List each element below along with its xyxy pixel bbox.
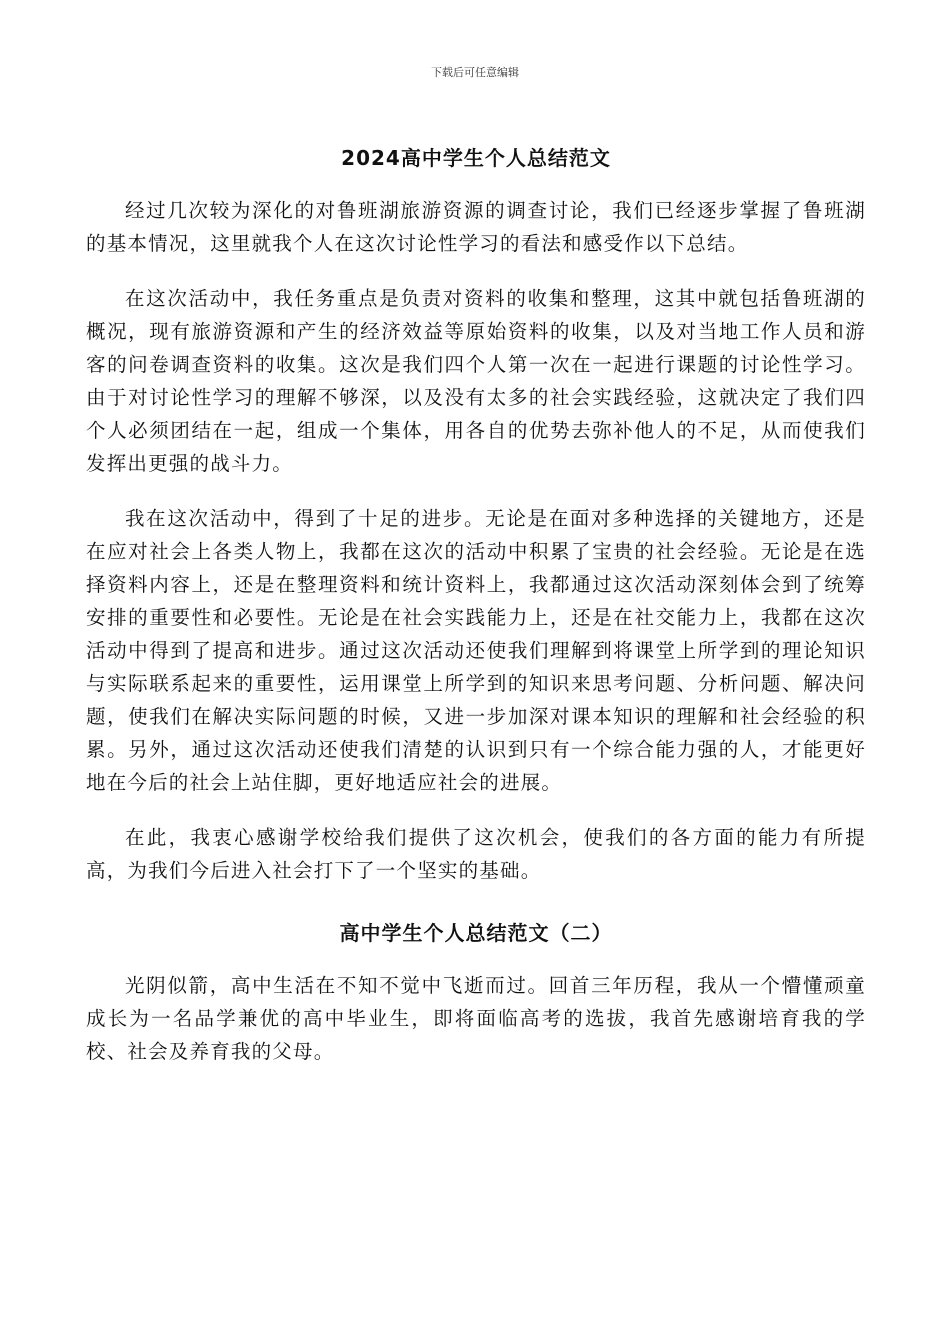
paragraph: 光阴似箭，高中生活在不知不觉中飞逝而过。回首三年历程，我从一个懵懂顽童成长为一名品学兼优的高中毕业生，即将面临高考的选拔，我首先感谢培育我的学校、社会及养育我的父母。 [86,974,866,1063]
section-title-2: 高中学生个人总结范文（二） [339,921,613,945]
document-body [86,138,866,1090]
paragraph: 在此，我衷心感谢学校给我们提供了这次机会，使我们的各方面的能力有所提高，为我们今后进入社会打下了一个坚实的基础。 [86,826,866,882]
paragraph: 在这次活动中，我任务重点是负责对资料的收集和整理，这其中就包括鲁班湖的概况，现有旅游资源和产生的经济效益等原始资料的收集，以及对当地工作人员和游客的问卷调查资料的收集。这次是我们四个人第一次在一起进行课题的讨论性学习。由于对讨论性学习的理解不够深，以及没有太多的社会实践经验，这就决定了我们四个人必须团结在一起，组成一个集体，用各自的优势去弥补他人的不足，从而使我们发挥出更强的战斗力。 [86,287,866,475]
paragraph: 经过几次较为深化的对鲁班湖旅游资源的调查讨论，我们已经逐步掌握了鲁班湖的基本情况，这里就我个人在这次讨论性学习的看法和感受作以下总结。 [86,199,866,255]
paragraph: 我在这次活动中，得到了十足的进步。无论是在面对多种选择的关键地方，还是在应对社会上各类人物上，我都在这次的活动中积累了宝贵的社会经验。无论是在选择资料内容上，还是在整理资料和统计资料上，我都通过这次活动深刻体会到了统筹安排的重要性和必要性。无论是在社会实践能力上，还是在社交能力上，我都在这次活动中得到了提高和进步。通过这次活动还使我们理解到将课堂上所学到的理论知识与实际联系起来的重要性，运用课堂上所学到的知识来思考问题、分析问题、解决问题，使我们在解决实际问题的时候，又进一步加深对课本知识的理解和社会经验的积累。另外，通过这次活动还使我们清楚的认识到只有一个综合能力强的人，才能更好地在今后的社会上站住脚，更好地适应社会的进展。 [86,507,866,794]
section-title-1: 2024高中学生个人总结范文 [341,146,611,170]
header-note: 下载后可任意编辑 [431,66,519,79]
